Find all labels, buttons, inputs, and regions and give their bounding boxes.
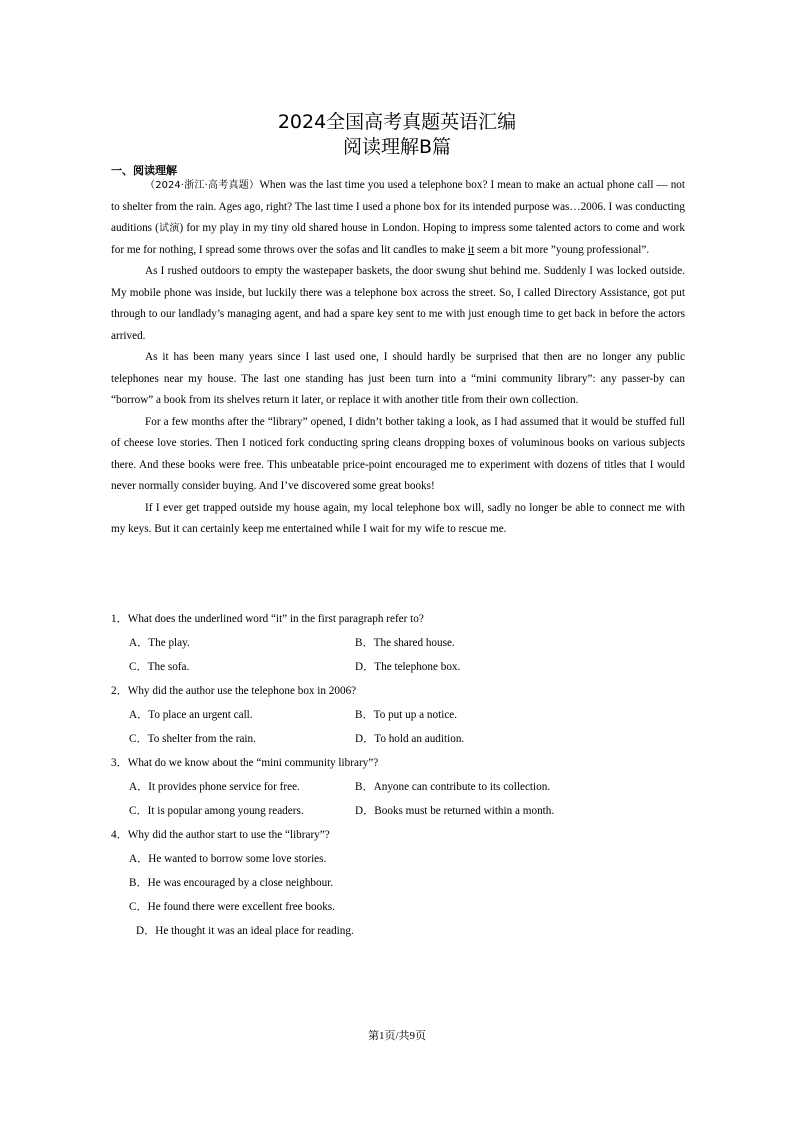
option-c: C．To shelter from the rain.: [129, 733, 256, 745]
question-source: （2024·浙江·高考真题）: [145, 180, 260, 191]
question-1: [111, 607, 685, 679]
paragraph-1: [111, 175, 685, 261]
question-2: [111, 679, 685, 751]
question-stem: 3．What do we know about the “mini community library”?: [111, 757, 379, 769]
paragraph-5: If I ever get trapped outside my house again, my local telephone box will, sadly no longer be able to connect me with my keys. But it can certainly keep me entertained while I wait for my wife to rescue me.: [111, 501, 685, 535]
option-d: D．To hold an audition.: [355, 733, 465, 745]
option-b: B．The shared house.: [355, 637, 455, 649]
underlined-word-it: it: [467, 243, 475, 256]
option-d: D．He thought it was an ideal place for reading.: [136, 925, 354, 937]
option-a: A．He wanted to borrow some love stories.: [129, 853, 327, 865]
option-a: A．The play.: [129, 637, 190, 649]
paragraph-1-text-b: ) for my play in my tiny old shared house in London. Hoping to impress some talented actors to come and work for me for nothing, I spread some throws over the sofas and lit candles to make: [111, 222, 685, 256]
question-list: [111, 607, 685, 943]
question-stem: 1．What does the underlined word “it” in the first paragraph refer to?: [111, 613, 424, 625]
reading-passage: [111, 175, 685, 541]
paragraph-1-text-a: When was the last time you used a telephone box? I mean to make an actual phone call — not to shelter from the rain. Ages ago, right? The last time I used a phone box for its intended purpose was…2006. I was conducting auditions (: [111, 179, 685, 234]
question-3: [111, 751, 685, 823]
option-d: D．Books must be returned within a month.: [355, 805, 555, 817]
paragraph-3: As it has been many years since I last used one, I should hardly be surprised that then are no longer any public telephones near my house. The last one standing has just been turn into a “mini community library”: any passer-by can “borrow” a book from its shelves return it later, or replace it with another title from their own collection.: [111, 351, 685, 406]
question-stem: 2．Why did the author use the telephone box in 2006?: [111, 685, 357, 697]
option-b: B．Anyone can contribute to its collection.: [355, 781, 551, 793]
option-b: B．He was encouraged by a close neighbour.: [129, 877, 334, 889]
page-number: 第1页/共9页: [367, 1030, 427, 1042]
option-c: C．It is popular among young readers.: [129, 805, 304, 817]
paragraph-2: As I rushed outdoors to empty the wastepaper baskets, the door swung shut behind me. Suddenly I was locked outside. My mobile phone was inside, but luckily there was a telephone box across the street. So, I called Directory Assistance, got put through to our landlady’s managing agent, and had a spare key sent to me with just enough time to get back in before the actors arrived.: [111, 265, 685, 342]
paragraph-1-text-c: seem a bit more ”young professional”.: [474, 243, 650, 256]
option-a: A．To place an urgent call.: [129, 709, 253, 721]
option-a: A．It provides phone service for free.: [129, 781, 300, 793]
question-4: [111, 823, 685, 943]
paragraph-4: For a few months after the “library” opened, I didn’t bother taking a look, as I had assumed that it would be stuffed full of cheese love stories. Then I noticed fork conducting spring cleans dropping boxes of voluminous books on various subjects there. And these books were free. This unbeatable price-point encouraged me to experiment with dozens of titles that I would never normally consider buying. And I’ve discovered some great books!: [111, 415, 685, 492]
chinese-gloss: 试演: [158, 223, 180, 234]
document-title: 2024全国高考真题英语汇编: [277, 111, 517, 133]
document-subtitle: 阅读理解B篇: [342, 136, 452, 158]
section-heading: 一、阅读理解: [111, 164, 177, 177]
option-c: C．The sofa.: [129, 661, 190, 673]
option-b: B．To put up a notice.: [355, 709, 458, 721]
option-c: C．He found there were excellent free books.: [129, 901, 335, 913]
question-stem: 4．Why did the author start to use the “library”?: [111, 829, 330, 841]
option-d: D．The telephone box.: [355, 661, 461, 673]
